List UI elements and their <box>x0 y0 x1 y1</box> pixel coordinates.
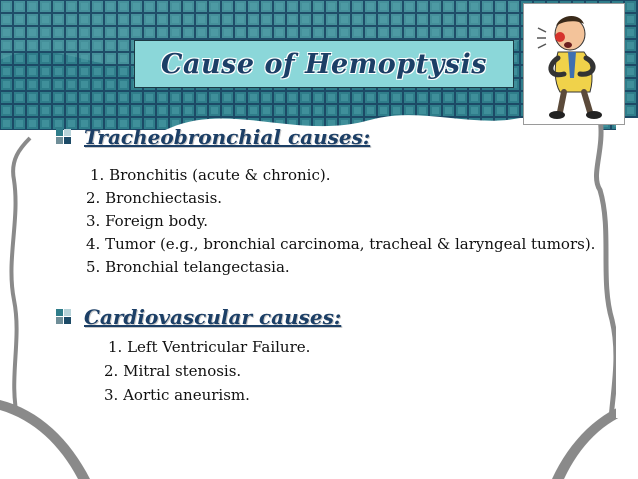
list-item: 1. Bronchitis (acute & chronic). <box>90 166 331 184</box>
square-bullet-icon <box>56 309 72 325</box>
list-item: 4. Tumor (e.g., bronchial carcinoma, tracheal & laryngeal tumors). <box>86 235 596 253</box>
section-heading-row <box>56 125 370 149</box>
section-heading: Tracheobronchial causes: <box>84 125 371 149</box>
list-item: 3. Foreign body. <box>86 212 209 230</box>
list-item: 5. Bronchial telangectasia. <box>86 258 290 276</box>
coughing-man-picture <box>523 3 625 125</box>
list-item: 2. Mitral stenosis. <box>104 362 242 380</box>
square-bullet-icon <box>56 129 72 145</box>
section-heading: Cardiovascular causes: <box>84 305 342 329</box>
coughing-man-icon <box>524 4 624 124</box>
section-heading-row <box>56 305 341 329</box>
list-item: 2. Bronchiectasis. <box>86 189 223 207</box>
title-box <box>134 40 514 88</box>
list-item: 1. Left Ventricular Failure. <box>108 338 311 356</box>
list-item: 3. Aortic aneurism. <box>104 386 250 404</box>
page-title: Cause of Hemoptysis <box>161 48 487 80</box>
